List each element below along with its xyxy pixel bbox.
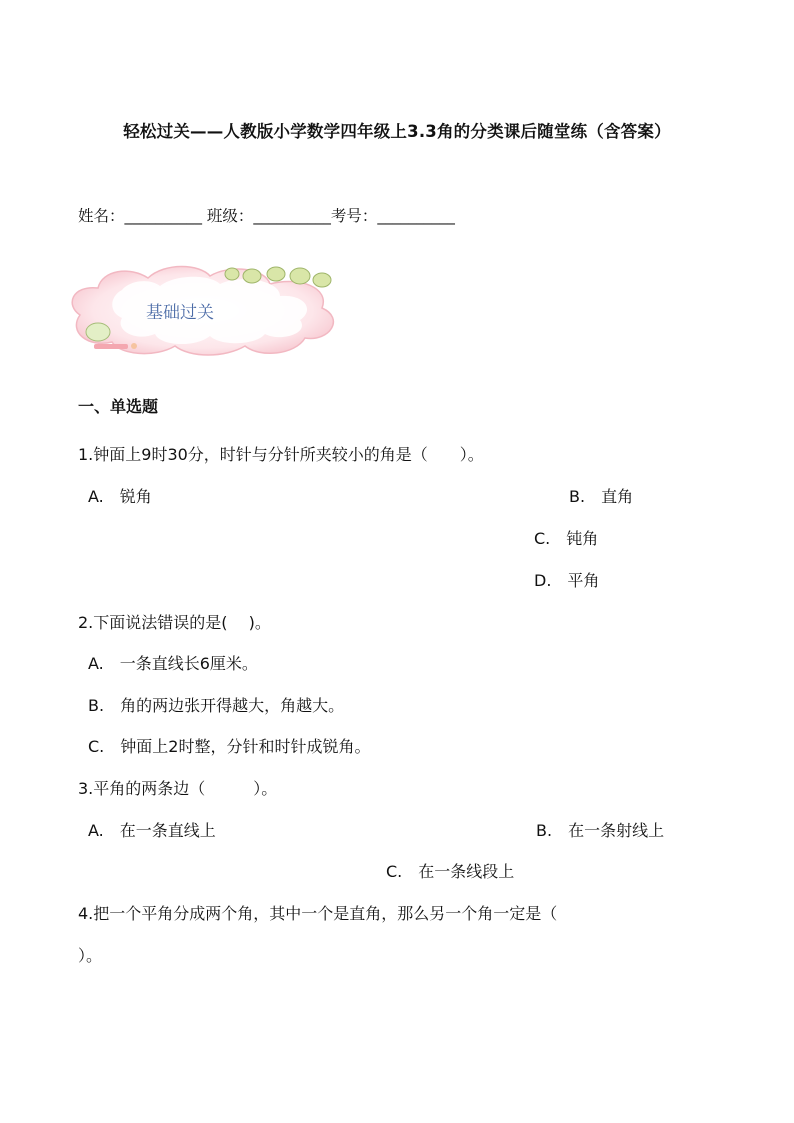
question-3-stem: 3.平角的两条边（ ）。 [78,779,278,798]
question-3-option-a[interactable]: A. 在一条直线上 [88,821,216,840]
question-2-option-b[interactable]: B. 角的两边张开得越大，角越大。 [88,696,345,715]
question-2-option-a[interactable]: A. 一条直线长6厘米。 [88,654,258,673]
badge-label: 基础过关 [146,303,214,323]
section-heading: 一、单选题 [78,397,159,416]
question-3-option-c[interactable]: C. 在一条线段上 [386,862,515,881]
question-3-option-b[interactable]: B. 在一条射线上 [536,821,665,840]
question-1-option-d[interactable]: D. 平角 [534,571,600,590]
student-info-line: 姓名：__________ 班级：__________考号：__________ [78,207,455,225]
question-1-option-c[interactable]: C. 钝角 [534,529,599,548]
question-4-stem-line-2: ）。 [78,946,103,965]
question-4-stem-line-1: 4.把一个平角分成两个角，其中一个是直角，那么另一个角一定是（ [78,904,558,923]
document-title: 轻松过关——人教版小学数学四年级上3.3角的分类课后随堂练（含答案） [123,122,671,141]
question-2-option-c[interactable]: C. 钟面上2时整，分针和时针成锐角。 [88,737,371,756]
question-1-option-b[interactable]: B. 直角 [569,487,634,506]
question-1-option-a[interactable]: A. 锐角 [88,487,152,506]
section-badge [60,260,350,360]
question-1-stem: 1.钟面上9时30分，时针与分针所夹较小的角是（ ）。 [78,445,484,464]
question-2-stem: 2.下面说法错误的是( )。 [78,613,271,632]
